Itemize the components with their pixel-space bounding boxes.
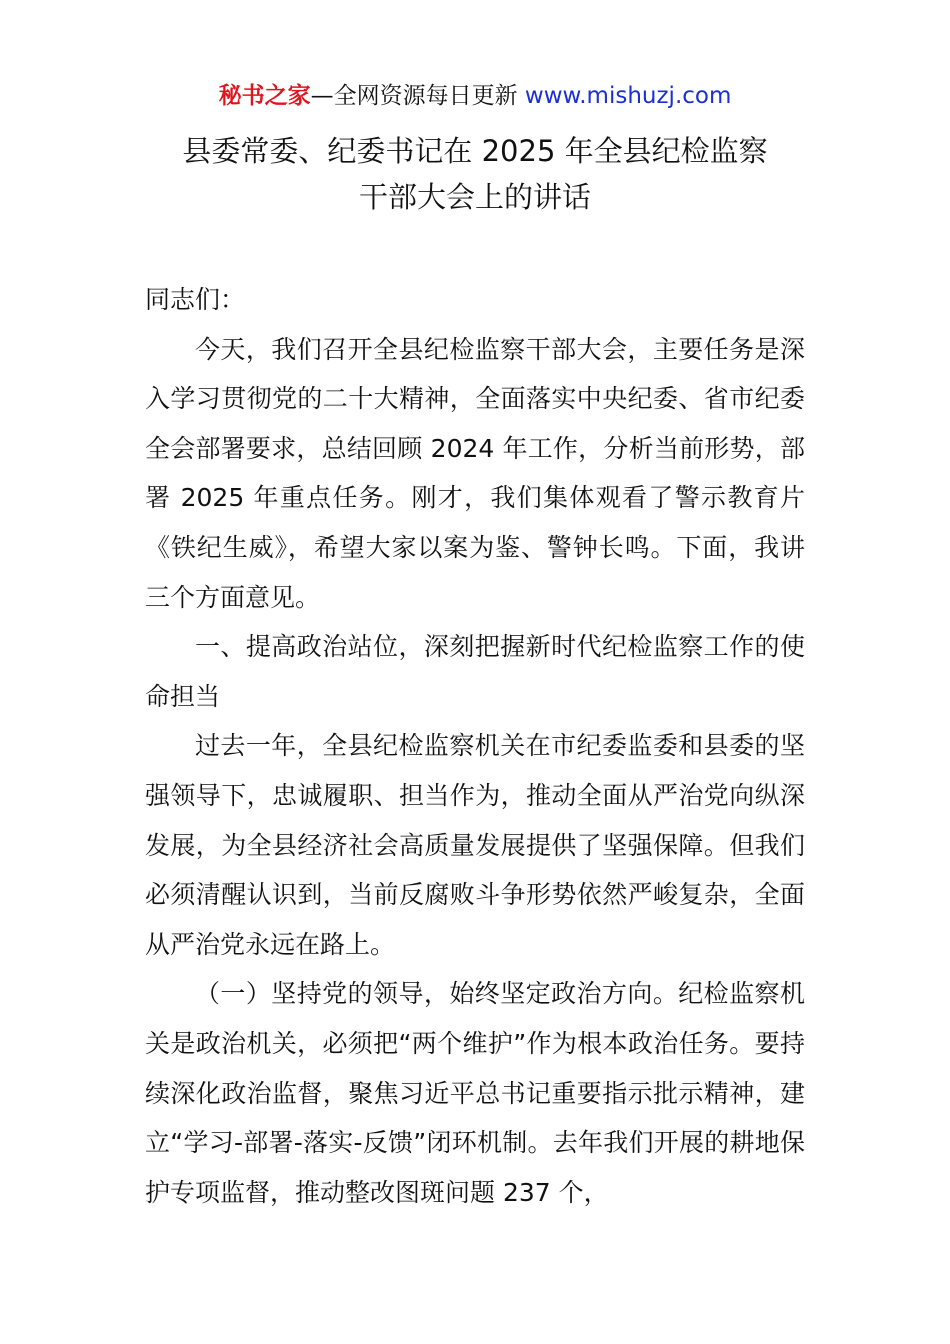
section-heading-1: 一、提高政治站位，深刻把握新时代纪检监察工作的使命担当 — [145, 632, 805, 711]
document-body — [145, 275, 805, 1217]
site-header — [0, 80, 950, 112]
document-title — [0, 128, 950, 220]
salutation: 同志们： — [145, 285, 246, 314]
site-name: 秘书之家 — [218, 83, 311, 109]
paragraph-subsection-1: （一）坚持党的领导，始终坚定政治方向。纪检监察机关是政治机关，必须把“两个维护”作为根本政治任务。要持续深化政治监督，聚焦习近平总书记重要指示批示精神，建立“学习-部署-落实-反馈”闭环机制。去年我们开展的耕地保护专项监督，推动整改图斑问题 237 个， — [145, 979, 805, 1207]
paragraph-intro: 今天，我们召开全县纪检监察干部大会，主要任务是深入学习贯彻党的二十大精神，全面落实中央纪委、省市纪委全会部署要求，总结回顾 2024 年工作，分析当前形势，部署 2025 年重点任务。刚才，我们集体观看了警示教育片《铁纪生威》，希望大家以案为鉴、警钟长鸣。下面，我讲三个方面意见。 — [145, 334, 805, 612]
site-tagline: —全网资源每日更新 — [310, 83, 525, 109]
title-line-2: 干部大会上的讲话 — [358, 180, 591, 214]
title-line-1: 县委常委、纪委书记在 2025 年全县纪检监察 — [182, 134, 768, 168]
site-url-link[interactable]: www.mishuzj.com — [524, 83, 732, 109]
paragraph-review: 过去一年，全县纪检监察机关在市纪委监委和县委的坚强领导下，忠诚履职、担当作为，推动全面从严治党向纵深发展，为全县经济社会高质量发展提供了坚强保障。但我们必须清醒认识到，当前反腐败斗争形势依然严峻复杂，全面从严治党永远在路上。 — [145, 731, 805, 959]
